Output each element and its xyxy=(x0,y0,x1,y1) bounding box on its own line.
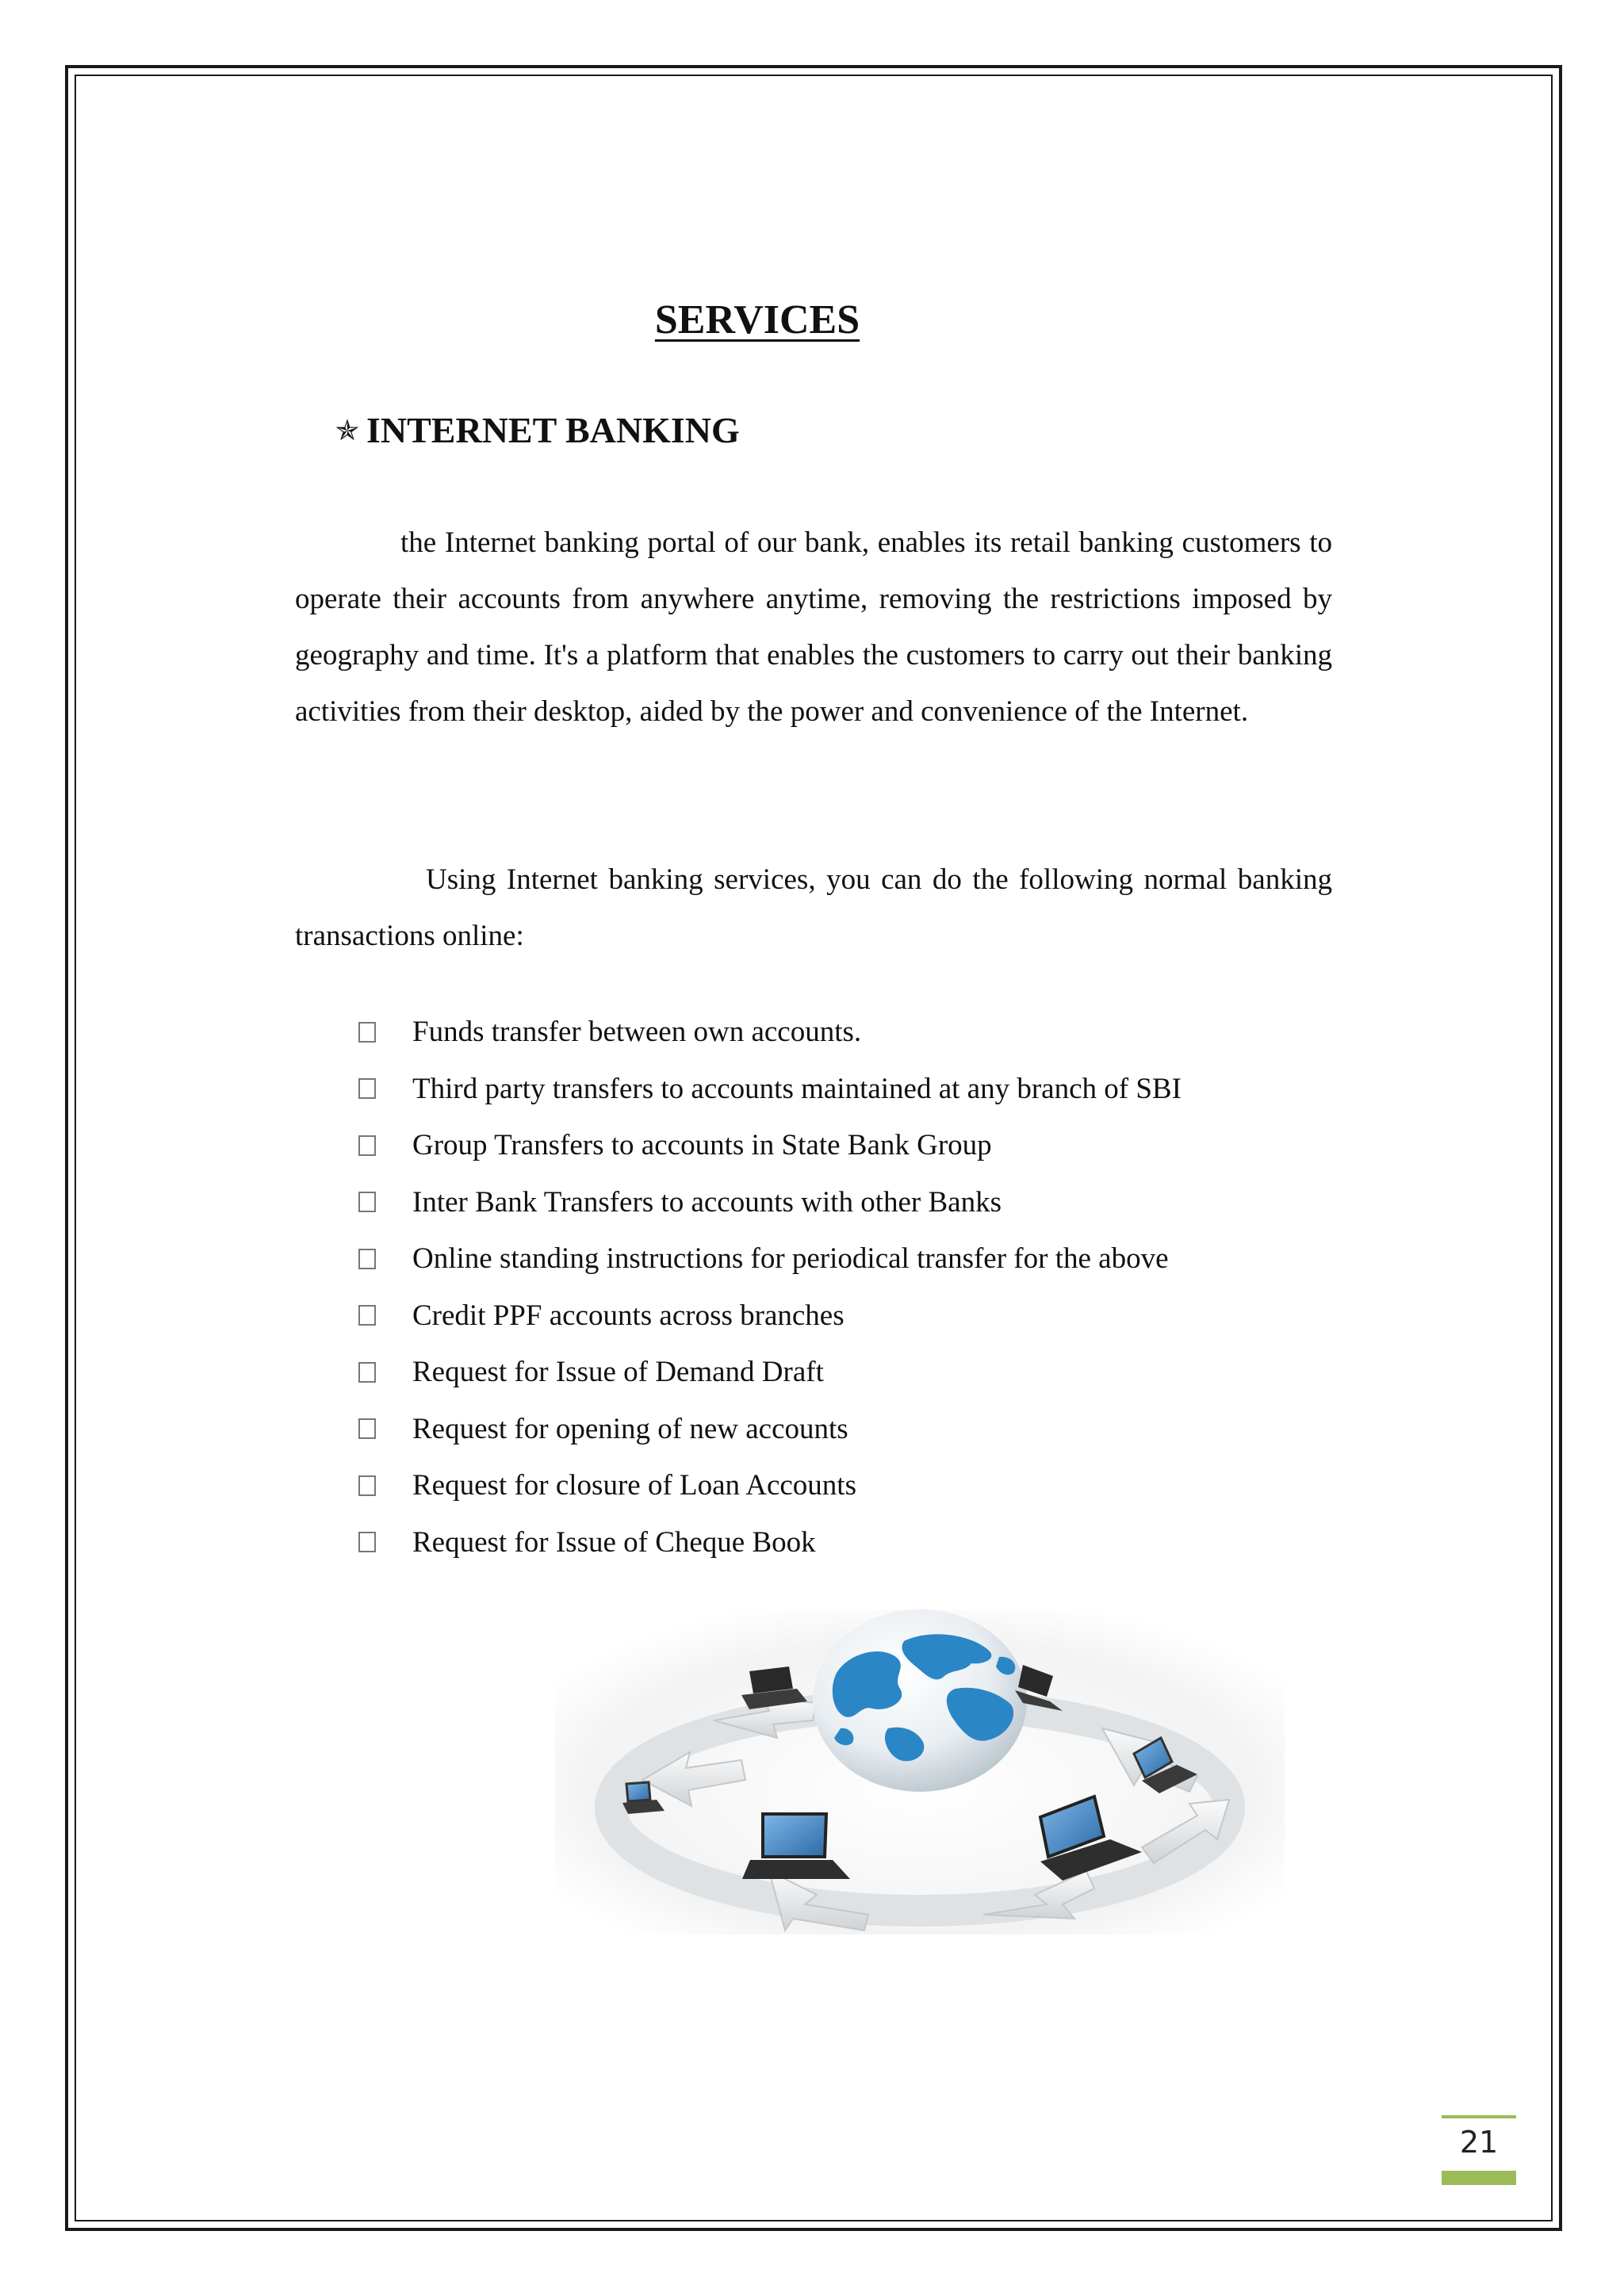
empty-square-icon xyxy=(358,1305,376,1326)
list-item-text: Group Transfers to accounts in State Bank Group xyxy=(412,1129,992,1162)
list-item-text: Inter Bank Transfers to accounts with other Banks xyxy=(412,1185,1002,1219)
globe-network-illustration xyxy=(555,1609,1285,1934)
section-heading-text: INTERNET BANKING xyxy=(366,410,740,450)
page-title: SERVICES xyxy=(654,297,860,342)
empty-square-icon xyxy=(358,1249,376,1269)
list-item-text: Third party transfers to accounts maintained at any branch of SBI xyxy=(412,1072,1182,1105)
empty-square-icon xyxy=(358,1532,376,1552)
empty-square-icon xyxy=(358,1192,376,1212)
empty-square-icon xyxy=(358,1362,376,1383)
list-item xyxy=(358,1401,1182,1458)
list-item xyxy=(358,1514,1182,1571)
empty-square-icon xyxy=(358,1135,376,1156)
page-number-bottom-bar xyxy=(1442,2171,1516,2185)
list-item-text: Funds transfer between own accounts. xyxy=(412,1016,862,1049)
list-item xyxy=(358,1457,1182,1514)
empty-square-icon xyxy=(358,1022,376,1043)
list-item xyxy=(358,1174,1182,1231)
list-item-text: Request for opening of new accounts xyxy=(412,1412,848,1445)
section-heading xyxy=(333,409,740,451)
list-item xyxy=(358,1117,1182,1174)
list-item xyxy=(358,1004,1182,1061)
intro-paragraph: the Internet banking portal of our bank, enables its retail banking customers to operate their accounts from anywhere anytime, removing the restrictions imposed by geography and time. It's a platform that enables the customers to carry out their banking activities from their desktop, aided by the power and convenience of the Internet. xyxy=(295,526,1332,728)
list-item-text: Request for Issue of Cheque Book xyxy=(412,1525,816,1559)
list-item-text: Request for Issue of Demand Draft xyxy=(412,1356,824,1389)
page-number xyxy=(1442,2115,1516,2185)
transactions-intro-paragraph: Using Internet banking services, you can do the following normal banking transactions online: xyxy=(295,863,1332,952)
list-item xyxy=(358,1061,1182,1118)
page-number-top-rule xyxy=(1442,2115,1516,2118)
star-icon: ✯ xyxy=(335,414,360,446)
list-item-text: Online standing instructions for periodical transfer for the above xyxy=(412,1242,1169,1276)
list-item xyxy=(358,1230,1182,1288)
transactions-list xyxy=(358,1004,1182,1571)
empty-square-icon xyxy=(358,1078,376,1099)
list-item-text: Credit PPF accounts across branches xyxy=(412,1299,845,1332)
page-number-text: 21 xyxy=(1459,2125,1499,2160)
empty-square-icon xyxy=(358,1475,376,1496)
empty-square-icon xyxy=(358,1418,376,1439)
list-item xyxy=(358,1288,1182,1345)
list-item xyxy=(358,1344,1182,1401)
globe-icon xyxy=(813,1609,1027,1792)
list-item-text: Request for closure of Loan Accounts xyxy=(412,1469,856,1502)
